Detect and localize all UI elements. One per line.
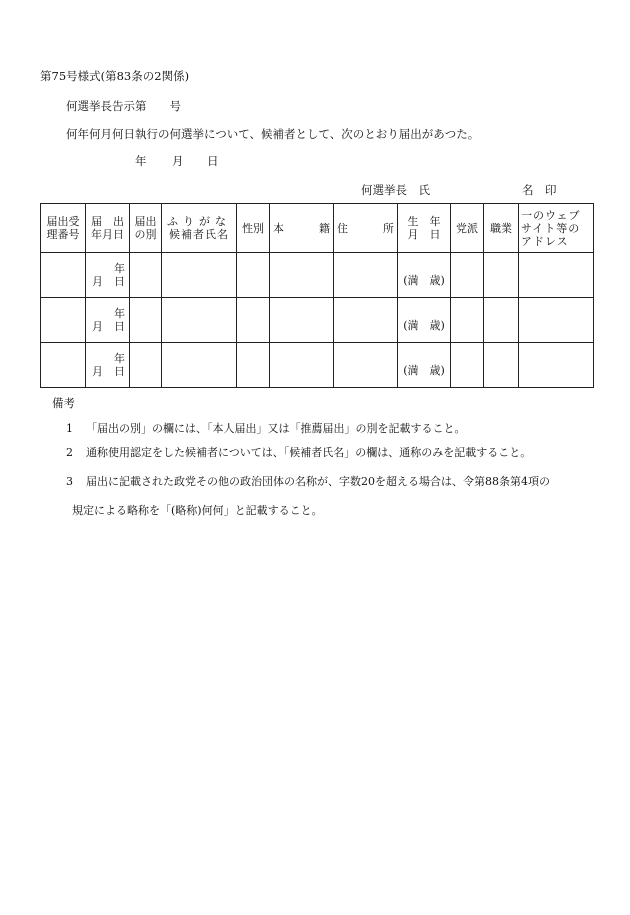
header-notify-type: 届出 の別 — [130, 204, 162, 253]
remarks-heading: 備考 — [52, 396, 75, 410]
notify-type-cell[interactable] — [130, 343, 162, 388]
header-address: 住 所 — [334, 204, 398, 253]
birth-cell[interactable]: (満 歳) — [398, 343, 451, 388]
signature-line: 何選挙長 氏 名 印 — [361, 183, 557, 197]
header-website: 一のウェブ サイト等の アドレス — [519, 204, 594, 253]
date-day: 日 — [207, 154, 219, 168]
notify-type-cell[interactable] — [130, 253, 162, 298]
table-row — [41, 343, 594, 388]
address-cell[interactable] — [334, 298, 398, 343]
form-number: 第75号様式(第83条の2関係) — [40, 69, 190, 83]
website-cell[interactable] — [519, 253, 594, 298]
notice-number: 何選挙長告示第 号 — [66, 99, 181, 113]
sex-cell[interactable] — [237, 253, 270, 298]
date-month: 月 — [172, 154, 184, 168]
receipt-no-cell[interactable] — [41, 253, 86, 298]
birth-cell[interactable]: (満 歳) — [398, 298, 451, 343]
remark-note-3: 3 届出に記載された政党その他の政治団体の名称が、字数20を超える場合は、令第88条第4項の — [66, 475, 550, 488]
notify-date-cell[interactable]: 年 月 日 — [86, 253, 130, 298]
header-party: 党派 — [451, 204, 484, 253]
header-candidate-name: ふりがな 候補者氏名 — [162, 204, 237, 253]
remark-note-2: 2 通称使用認定をした候補者については、「候補者氏名」の欄は、通称のみを記載すること。 — [66, 446, 532, 459]
receipt-no-cell[interactable] — [41, 343, 86, 388]
candidate-table — [40, 203, 594, 388]
table-row — [41, 253, 594, 298]
sex-cell[interactable] — [237, 343, 270, 388]
candidate-name-cell[interactable] — [162, 253, 237, 298]
table-header-row — [41, 204, 594, 253]
header-birth: 生 年 月 日 — [398, 204, 451, 253]
remark-note-3-continuation: 規定による略称を「(略称)何何」と記載すること。 — [72, 504, 323, 517]
remark-note-1: 1 「届出の別」の欄には、「本人届出」又は「推薦届出」の別を記載すること。 — [66, 422, 466, 435]
website-cell[interactable] — [519, 298, 594, 343]
occupation-cell[interactable] — [484, 298, 519, 343]
occupation-cell[interactable] — [484, 253, 519, 298]
table-row — [41, 298, 594, 343]
domicile-cell[interactable] — [270, 343, 334, 388]
notify-type-cell[interactable] — [130, 298, 162, 343]
date-line — [135, 153, 219, 169]
header-occupation: 職業 — [484, 204, 519, 253]
party-cell[interactable] — [451, 253, 484, 298]
notify-date-cell[interactable]: 年 月 日 — [86, 298, 130, 343]
domicile-cell[interactable] — [270, 253, 334, 298]
header-receipt-no: 届出受 理番号 — [41, 204, 86, 253]
occupation-cell[interactable] — [484, 343, 519, 388]
domicile-cell[interactable] — [270, 298, 334, 343]
website-cell[interactable] — [519, 343, 594, 388]
header-sex: 性別 — [237, 204, 270, 253]
sex-cell[interactable] — [237, 298, 270, 343]
receipt-no-cell[interactable] — [41, 298, 86, 343]
candidate-name-cell[interactable] — [162, 343, 237, 388]
body-sentence: 何年何月何日執行の何選挙について、候補者として、次のとおり届出があつた。 — [66, 127, 480, 141]
party-cell[interactable] — [451, 343, 484, 388]
notify-date-cell[interactable]: 年 月 日 — [86, 343, 130, 388]
header-domicile: 本 籍 — [270, 204, 334, 253]
party-cell[interactable] — [451, 298, 484, 343]
address-cell[interactable] — [334, 253, 398, 298]
address-cell[interactable] — [334, 343, 398, 388]
birth-cell[interactable]: (満 歳) — [398, 253, 451, 298]
date-year: 年 — [135, 154, 147, 168]
header-notify-date: 届 出 年月日 — [86, 204, 130, 253]
candidate-name-cell[interactable] — [162, 298, 237, 343]
